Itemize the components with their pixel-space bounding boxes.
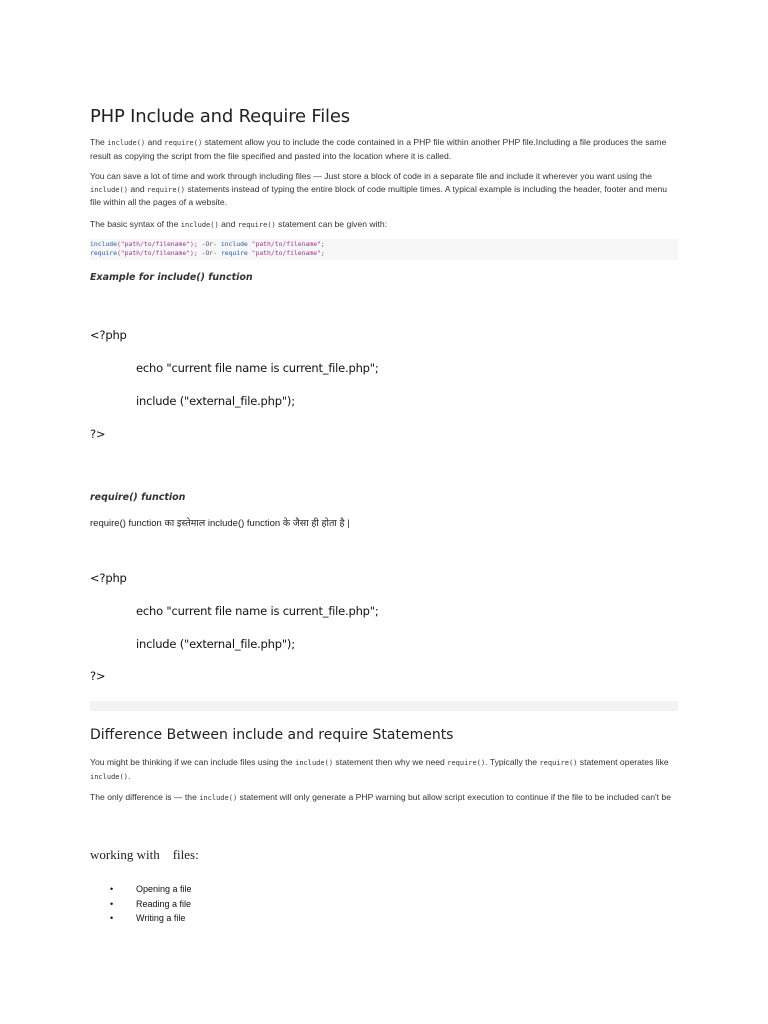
- syntax-code-block: [90, 239, 678, 260]
- inline-code: include(): [107, 139, 146, 147]
- php-close-tag: ?>: [90, 669, 106, 683]
- syntax-intro-paragraph: The basic syntax of the include() and require() statement can be given with:: [90, 219, 388, 229]
- php-close-tag: ?>: [90, 427, 106, 441]
- php-open-tag: <?php: [90, 571, 127, 585]
- inline-code: include(): [90, 772, 128, 781]
- include-line: include ("external_file.php");: [136, 394, 295, 408]
- list-item: • Writing a file: [110, 911, 192, 926]
- echo-line: echo "current file name is current_file.php";: [136, 361, 379, 375]
- intro-paragraph: The include() and require() statement allow you to include the code contained in a PHP file within another PHP file.Including a file produces the same result as copying the script from the file specified and pasted into the location where it is called.: [90, 137, 667, 161]
- require-description: require() function का इस्तेमाल include() function के जैसा ही होता है |: [90, 518, 350, 529]
- bullet-icon: •: [110, 913, 114, 923]
- inline-code: require(): [539, 759, 578, 767]
- file-operations-list: [110, 882, 192, 926]
- list-item: • Reading a file: [110, 897, 192, 912]
- bullet-icon: •: [110, 884, 114, 894]
- inline-code: include(): [199, 794, 238, 802]
- inline-code: include(): [90, 185, 128, 194]
- code-line-require: require("path/to/filename"); -Or- require "path/to/filename";: [90, 249, 325, 257]
- echo-line: echo "current file name is current_file.php";: [136, 604, 379, 618]
- inline-code: include(): [180, 221, 219, 229]
- difference-heading: Difference Between include and require Statements: [90, 727, 454, 743]
- code-line-include: include("path/to/filename"); -Or- include "path/to/filename";: [90, 240, 325, 248]
- php-open-tag: <?php: [90, 328, 127, 342]
- page-title: PHP Include and Require Files: [90, 106, 350, 127]
- section-divider: [90, 701, 678, 711]
- list-item: • Opening a file: [110, 882, 192, 897]
- bullet-icon: •: [110, 898, 114, 909]
- require-heading: require() function: [90, 492, 186, 503]
- inline-code: include(): [295, 759, 334, 767]
- inline-code: require(): [237, 221, 276, 229]
- inline-code: require(): [164, 139, 203, 147]
- inline-code: require(): [447, 759, 486, 767]
- include-line: include ("external_file.php");: [136, 637, 295, 651]
- difference-paragraph-2: The only difference is — the include() statement will only generate a PHP warning but allow script execution to continue if the file to be included can't be: [90, 792, 671, 802]
- difference-paragraph-1: You might be thinking if we can include files using the include() statement then why we need require(). Typically the require() statement operates like include().: [90, 757, 669, 781]
- files-heading: working with files:: [90, 847, 199, 862]
- inline-code: require(): [147, 185, 185, 194]
- example-heading: Example for include() function: [90, 272, 253, 283]
- benefits-paragraph: You can save a lot of time and work through including files — Just store a block of code in a separate file and include it wherever you want using the include() and require() statements instead of typing the entire block of code multiple times. A typical example is including the header, footer and menu file within all the pages of a website.: [90, 171, 668, 207]
